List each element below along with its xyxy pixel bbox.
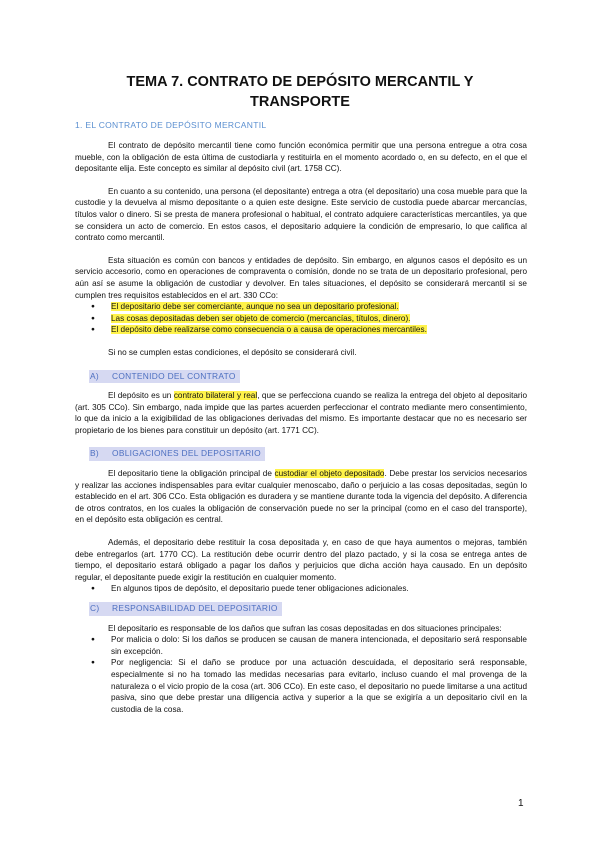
obligations-list [75,583,527,595]
subsection-title: OBLIGACIONES DEL DEPOSITARIO [112,448,261,459]
list-item: ● En algunos tipos de depósito, el depositario puede tener obligaciones adicionales. [111,583,527,595]
page-number: 1 [518,798,524,809]
paragraph-contenido: El depósito es un contrato bilateral y real, que se perfecciona cuando se realiza la entrega del objeto al depositario (art. 305 CCo). Sin embargo, nada impide que las partes acuerden perfeccionar el contrato mediante mero consentimiento, lo que da inicio a la exigibilidad de las obligaciones derivadas del mismo. Es importante destacar que no es necesario ser propietario de los bienes para constituir un depósito (art. 1771 CC). [75,391,527,435]
paragraph-intro: El contrato de depósito mercantil tiene como función económica permitir que una persona entregue a otra cosa mueble, con la obligación de esta última de custodiarla y restituirla en el momento acordado o, en su defecto, en el que el depositante elija. Este concepto es similar al depósito civil (art. 1758 CC). [75,141,527,174]
subsection-letter: C) [90,603,100,613]
document-title [80,72,520,112]
paragraph-restitucion: Además, el depositario debe restituir la cosa depositada y, en caso de que haya aumentos o mejoras, también debe entregarlos (art. 1770 CC). La restitución debe ocurrir dentro del plazo pactado, y si la cosa se entrega antes de tiempo, el depositario estará obligado a pagar los daños y perjuicios que dicha acción haya causado. En un depósito regular, el depositante puede exigir la restitución en cualquier momento. [75,538,527,582]
paragraph-obligaciones: El depositario tiene la obligación principal de custodiar el objeto depositado. Debe prestar los servicios necesarios y realizar las acciones indispensables para evitar cualquier menoscabo, daño o perjuicio a las cosas depositadas, según lo establecido en el art. 306 CCo. Esta obligación es duradera y se mantiene durante toda la vigencia del depósito. A diferencia de otros contratos, en los cuales la obligación de conservación puede no ser la principal (como en el caso del transporte), en el depósito esta obligación es central. [75,469,527,525]
paragraph-civil: Si no se cumplen estas condiciones, el depósito se considerará civil. [108,347,357,357]
list-item [111,301,527,313]
highlighted-text: El depósito debe realizarse como consecuencia o a causa de operaciones mercantiles. [111,325,427,335]
subsection-title: CONTENIDO DEL CONTRATO [112,370,236,381]
requirements-list [75,301,527,336]
highlighted-text: custodiar el objeto depositado [274,469,385,479]
list-item [111,313,527,325]
list-item: ● Por negligencia: Si el daño se produce por una actuación descuidada, el depositario será responsable, especialmente si no ha tomado las medidas necesarias para evitarlo, incluso cuando el mal provenga de la naturaleza o el vicio propio de la cosa (art. 306 CCo). En este caso, el depositario no puede limitarse a una actitud pasiva, sino que debe prestar una diligencia activa y superior a la que se exigiría a un depositario civil en la custodia de la cosa. [111,657,527,715]
subsection-letter: B) [90,448,99,459]
section-heading: 1. EL CONTRATO DE DEPÓSITO MERCANTIL [75,120,267,130]
title-line-1: TEMA 7. CONTRATO DE DEPÓSITO MERCANTIL Y [126,74,474,90]
document-body [75,140,527,715]
paragraph-responsabilidad: El depositario es responsable de los daños que sufran las cosas depositadas en dos situaciones principales: [108,623,502,633]
subsection-heading-a [89,370,240,384]
subsection-title: RESPONSABILIDAD DEL DEPOSITARIO [112,603,278,613]
paragraph-situation: Esta situación es común con bancos y entidades de depósito. Sin embargo, en algunos casos el depósito es un servicio accesorio, como en operaciones de compraventa o comisión, donde no se trata de un depositario profesional, pero aún así se asume la obligación de custodiar y devolver. En tales situaciones, el depósito se considerará mercantil si se cumplen tres requisitos establecidos en el art. 330 CCo: [75,255,527,300]
highlighted-text: contrato bilateral y real [173,391,258,401]
title-line-2: TRANSPORTE [250,94,350,110]
liability-list [75,634,527,715]
list-item: ● Por malicia o dolo: Si los daños se producen se causan de manera intencionada, el depositario será responsable sin excepción. [111,634,527,657]
subsection-letter: A) [90,370,99,381]
paragraph-content: En cuanto a su contenido, una persona (el depositante) entrega a otra (el depositario) una cosa mueble para que la custodie y la devuelva al mismo depositante o a quien este designe. Este servicio de custodia puede abarcar mercancías, títulos valor o dinero. Si se presta de manera profesional o habitual, el contrato adquiere características mercantiles, ya que se considera un acto de comercio. En estos casos, el depositario adquiere la condición de empresario, lo que califica al contrato como mercantil. [75,186,527,243]
highlighted-text: El depositario debe ser comerciante, aunque no sea un depositario profesional. [111,302,399,312]
highlighted-text: Las cosas depositadas deben ser objeto de comercio (mercancías, títulos, dinero). [111,313,411,323]
list-item [111,324,527,336]
subsection-heading-b [89,447,265,461]
subsection-heading-c [89,602,282,616]
